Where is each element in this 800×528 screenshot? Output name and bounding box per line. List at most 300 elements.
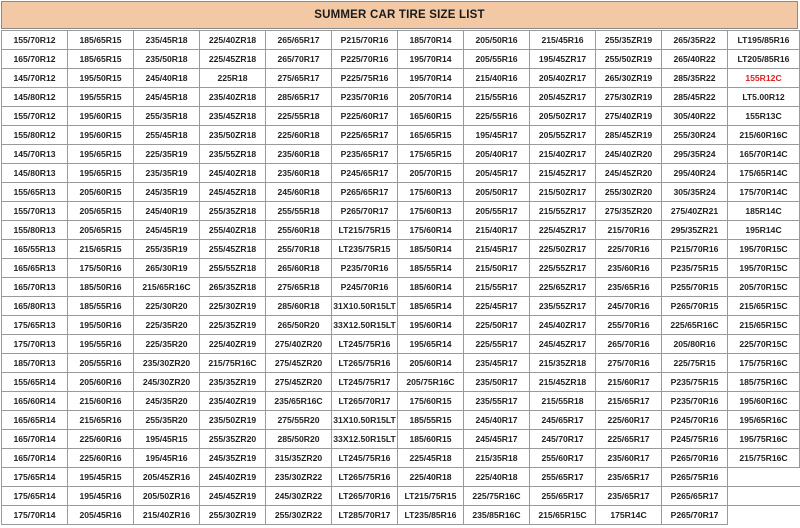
size-cell: 195/55R15	[68, 88, 134, 107]
size-cell	[728, 487, 800, 506]
size-cell: 225/70R16	[596, 240, 662, 259]
table-row	[2, 430, 800, 449]
size-cell: 255/55ZR18	[200, 259, 266, 278]
size-cell: 205/55ZR17	[530, 126, 596, 145]
size-cell: 195/60R14	[398, 316, 464, 335]
size-cell: 245/45R17	[464, 430, 530, 449]
size-cell	[728, 506, 800, 525]
size-cell: 145/70R13	[2, 145, 68, 164]
size-cell: 255/35R20	[134, 411, 200, 430]
size-cell: 275/40ZR19	[596, 107, 662, 126]
size-cell: 215/65R15C	[530, 506, 596, 525]
size-cell: 225/60R17	[596, 411, 662, 430]
size-cell: 265/40R22	[662, 50, 728, 69]
size-cell: P235/70R16	[662, 392, 728, 411]
size-cell: 225/70R15C	[728, 335, 800, 354]
size-cell: 225/60R16	[68, 430, 134, 449]
size-cell: 225/35R20	[134, 316, 200, 335]
size-cell: 165/65R14	[2, 411, 68, 430]
size-cell: 225/55R16	[464, 107, 530, 126]
size-cell: 255/35ZR20	[200, 430, 266, 449]
size-cell: 185/65R15	[68, 50, 134, 69]
size-cell: 185/60R15	[398, 430, 464, 449]
size-cell: 245/30ZR22	[266, 487, 332, 506]
size-cell: 245/65R17	[530, 411, 596, 430]
size-cell: 245/45ZR19	[200, 487, 266, 506]
size-cell: 205/70R15	[398, 164, 464, 183]
size-cell: 215/55R17	[464, 278, 530, 297]
size-cell: 185/70R13	[2, 354, 68, 373]
size-cell: 245/40R17	[464, 411, 530, 430]
size-cell: 215/40R17	[464, 221, 530, 240]
size-cell: 33X12.50R15LT	[332, 430, 398, 449]
size-cell: P215/70R16	[332, 31, 398, 50]
size-cell: 195/50R15	[68, 69, 134, 88]
size-cell: LT265/70R17	[332, 392, 398, 411]
size-cell: 195/55R16	[68, 335, 134, 354]
table-row	[2, 487, 800, 506]
size-cell: 175/70R13	[2, 335, 68, 354]
size-cell: 165/70R13	[2, 278, 68, 297]
size-cell: 245/40ZR19	[200, 468, 266, 487]
size-cell: 175/60R13	[398, 183, 464, 202]
size-cell: P265/70R17	[332, 202, 398, 221]
size-cell: 205/50R17	[464, 183, 530, 202]
size-cell: 255/50ZR19	[596, 50, 662, 69]
size-cell: 205/60R16	[68, 373, 134, 392]
size-cell: 225/40R18	[398, 468, 464, 487]
size-cell: 255/35ZR19	[596, 31, 662, 50]
size-cell: 295/35R24	[662, 145, 728, 164]
size-cell: 175/60R13	[398, 202, 464, 221]
size-cell: 205/50R16	[464, 31, 530, 50]
size-cell: LT235/85R16	[398, 506, 464, 525]
table-row	[2, 335, 800, 354]
size-cell: 275/70R16	[596, 354, 662, 373]
table-row	[2, 316, 800, 335]
size-cell: P265/70R16	[662, 449, 728, 468]
table-row	[2, 278, 800, 297]
size-cell: 175/65R13	[2, 316, 68, 335]
sheet-title: SUMMER CAR TIRE SIZE LIST	[1, 1, 798, 29]
size-cell: LT265/70R16	[332, 487, 398, 506]
size-cell: P245/75R16	[662, 430, 728, 449]
size-cell: 175/65R14	[2, 487, 68, 506]
size-cell: 245/45R18	[134, 88, 200, 107]
size-cell: P235/75R15	[662, 259, 728, 278]
size-cell: 31X10.50R15LT	[332, 411, 398, 430]
size-cell: 215/60R17	[596, 373, 662, 392]
size-cell: 165/70R14	[2, 449, 68, 468]
size-cell: 195/45ZR17	[530, 50, 596, 69]
size-cell: 195/60R15	[68, 126, 134, 145]
size-cell: 275/30ZR19	[596, 88, 662, 107]
table-row	[2, 107, 800, 126]
size-cell: 295/35ZR21	[662, 221, 728, 240]
size-cell: 235/35R19	[134, 164, 200, 183]
size-cell: LT265/75R16	[332, 354, 398, 373]
size-cell: 31X10.50R15LT	[332, 297, 398, 316]
size-cell: 225/40ZR18	[200, 31, 266, 50]
size-cell: 265/35ZR18	[200, 278, 266, 297]
size-cell: 255/65R17	[530, 487, 596, 506]
size-cell: 195R14C	[728, 221, 800, 240]
size-cell: 195/45R16	[68, 487, 134, 506]
size-cell: P225/70R16	[332, 50, 398, 69]
size-cell: 265/35R22	[662, 31, 728, 50]
size-cell: 205/65R15	[68, 202, 134, 221]
size-cell: 195/60R16C	[728, 392, 800, 411]
size-cell: 185/65R15	[68, 31, 134, 50]
size-cell: 175/65R15	[398, 145, 464, 164]
size-cell: 185/65R14	[398, 297, 464, 316]
size-cell: 205/45R16	[68, 506, 134, 525]
size-cell: 165/65R13	[2, 259, 68, 278]
size-cell: 155/65R14	[2, 373, 68, 392]
size-cell: 265/70R16	[596, 335, 662, 354]
size-cell: LT215/75R15	[332, 221, 398, 240]
size-cell: 195/65R14	[398, 335, 464, 354]
size-cell: 225/55R17	[464, 335, 530, 354]
size-cell: 235/30ZR22	[266, 468, 332, 487]
size-cell: 225/30R20	[134, 297, 200, 316]
size-cell: 225/35R20	[134, 335, 200, 354]
size-cell: 225/45ZR18	[200, 50, 266, 69]
size-cell: 245/40R19	[134, 202, 200, 221]
size-cell: 225/55ZR17	[530, 259, 596, 278]
size-cell: 295/40R24	[662, 164, 728, 183]
size-cell: 185/75R16C	[728, 373, 800, 392]
size-cell: 245/35R20	[134, 392, 200, 411]
size-cell: 255/30ZR19	[200, 506, 266, 525]
size-cell: 205/55R17	[464, 202, 530, 221]
size-cell: 305/40R22	[662, 107, 728, 126]
size-cell: P235/65R17	[332, 145, 398, 164]
table-row	[2, 69, 800, 88]
size-cell: 255/40ZR18	[200, 221, 266, 240]
size-cell: 245/40R18	[134, 69, 200, 88]
size-cell: 215/65R15C	[728, 316, 800, 335]
size-cell: 205/70R15C	[728, 278, 800, 297]
size-cell: 285/45R22	[662, 88, 728, 107]
size-cell: 175/60R14	[398, 221, 464, 240]
size-cell: LT5.00R12	[728, 88, 800, 107]
size-cell: 215/35R18	[464, 449, 530, 468]
size-cell: 145/70R12	[2, 69, 68, 88]
size-cell: 255/35R18	[134, 107, 200, 126]
size-cell: 235/50ZR18	[200, 126, 266, 145]
table-row	[2, 354, 800, 373]
size-cell: 255/30ZR20	[596, 183, 662, 202]
size-cell: 265/50R20	[266, 316, 332, 335]
size-cell: 235/45R18	[134, 31, 200, 50]
size-cell: 165/60R14	[2, 392, 68, 411]
table-row	[2, 297, 800, 316]
size-cell: 185/55R15	[398, 411, 464, 430]
size-cell: 185R14C	[728, 202, 800, 221]
size-cell: 215/40ZR17	[530, 145, 596, 164]
size-cell: 245/35ZR19	[200, 449, 266, 468]
size-cell: 205/55R16	[464, 50, 530, 69]
table-row	[2, 50, 800, 69]
size-cell: 305/35R24	[662, 183, 728, 202]
size-cell: 225/60R16	[68, 449, 134, 468]
size-cell: 315/35ZR20	[266, 449, 332, 468]
size-cell: 275/40ZR20	[266, 335, 332, 354]
size-cell: 275/65R18	[266, 278, 332, 297]
table-row	[2, 31, 800, 50]
size-cell: 195/70R15C	[728, 240, 800, 259]
size-cell: 155/65R13	[2, 183, 68, 202]
size-cell: 225/35ZR19	[200, 316, 266, 335]
size-cell: 205/55R16	[68, 354, 134, 373]
size-cell: LT195/85R16	[728, 31, 800, 50]
size-cell: 255/70R16	[596, 316, 662, 335]
size-cell: 165/70R14	[2, 430, 68, 449]
size-cell: 265/60R18	[266, 259, 332, 278]
size-cell: 255/45ZR18	[200, 240, 266, 259]
size-cell: 225R18	[200, 69, 266, 88]
size-cell: 175/70R14C	[728, 183, 800, 202]
size-cell: 215/75R16C	[728, 449, 800, 468]
table-row	[2, 145, 800, 164]
size-cell: 225/65R17	[596, 430, 662, 449]
size-cell: 185/70R14	[398, 31, 464, 50]
size-cell: 255/30R24	[662, 126, 728, 145]
size-cell: 215/45ZR18	[530, 373, 596, 392]
size-cell: 215/60R16	[68, 392, 134, 411]
size-cell: 235/85R16C	[464, 506, 530, 525]
size-cell: 215/65R15	[68, 240, 134, 259]
size-cell: P245/70R16	[662, 411, 728, 430]
table-row	[2, 202, 800, 221]
size-cell: 215/45ZR17	[530, 164, 596, 183]
size-cell: 265/70R17	[266, 50, 332, 69]
size-cell: 155R13C	[728, 107, 800, 126]
size-cell: 145/80R12	[2, 88, 68, 107]
size-cell: 285/60R18	[266, 297, 332, 316]
size-cell: 195/65R16C	[728, 411, 800, 430]
size-cell: 155/70R13	[2, 202, 68, 221]
size-cell: 235/35ZR19	[200, 373, 266, 392]
size-cell: 245/70R16	[596, 297, 662, 316]
size-cell: 225/40ZR19	[200, 335, 266, 354]
size-cell: 225/65R16C	[662, 316, 728, 335]
size-cell: 205/40R17	[464, 145, 530, 164]
size-cell: 255/60R17	[530, 449, 596, 468]
size-cell: 275/35ZR20	[596, 202, 662, 221]
size-cell: LT285/70R17	[332, 506, 398, 525]
size-cell: 175/70R14	[2, 506, 68, 525]
table-row	[2, 373, 800, 392]
size-cell: 185/55R16	[68, 297, 134, 316]
size-cell: LT215/75R15	[398, 487, 464, 506]
size-cell: P265/75R16	[662, 468, 728, 487]
size-cell: 215/55ZR17	[530, 202, 596, 221]
size-cell: 215/75R16C	[200, 354, 266, 373]
size-cell: 175R14C	[596, 506, 662, 525]
table-row	[2, 183, 800, 202]
size-cell: 175/60R15	[398, 392, 464, 411]
size-cell: 215/70R16	[596, 221, 662, 240]
size-cell: 33X12.50R15LT	[332, 316, 398, 335]
size-cell: 245/60R18	[266, 183, 332, 202]
size-cell: 205/65R15	[68, 221, 134, 240]
size-cell: 155/70R12	[2, 107, 68, 126]
size-cell: 235/65R17	[596, 468, 662, 487]
size-cell: 215/65R16	[68, 411, 134, 430]
size-cell: P235/70R16	[332, 259, 398, 278]
size-cell: 215/65R17	[596, 392, 662, 411]
size-cell: 165/70R12	[2, 50, 68, 69]
size-cell: P225/75R16	[332, 69, 398, 88]
size-cell: 275/45ZR20	[266, 354, 332, 373]
size-cell: 235/40ZR18	[200, 88, 266, 107]
size-cell: 235/60R16	[596, 259, 662, 278]
size-cell: 195/45R15	[134, 430, 200, 449]
size-cell: 205/75R16C	[398, 373, 464, 392]
size-cell: P265/70R17	[662, 506, 728, 525]
size-cell: 245/30ZR20	[134, 373, 200, 392]
size-cell: 195/60R15	[68, 107, 134, 126]
size-cell: P235/75R15	[662, 373, 728, 392]
size-cell: 175/65R14	[2, 468, 68, 487]
size-cell: 195/75R16C	[728, 430, 800, 449]
size-cell: 255/30ZR22	[266, 506, 332, 525]
size-cell: 285/65R17	[266, 88, 332, 107]
size-cell: 255/60R18	[266, 221, 332, 240]
size-cell: 275/55R20	[266, 411, 332, 430]
size-cell: P245/70R16	[332, 278, 398, 297]
size-cell: 275/45ZR20	[266, 373, 332, 392]
size-cell: 225/35R19	[134, 145, 200, 164]
size-cell: 185/60R14	[398, 278, 464, 297]
size-cell: 155/80R12	[2, 126, 68, 145]
size-cell: LT265/75R16	[332, 468, 398, 487]
size-cell: 245/45ZR20	[596, 164, 662, 183]
size-cell: 155/70R12	[2, 31, 68, 50]
size-cell: 245/35R19	[134, 183, 200, 202]
size-cell: LT235/75R15	[332, 240, 398, 259]
size-cell: 245/40ZR18	[200, 164, 266, 183]
size-cell: 245/40ZR17	[530, 316, 596, 335]
table-row	[2, 240, 800, 259]
size-cell: 215/50R17	[464, 259, 530, 278]
size-cell: 235/45R17	[464, 354, 530, 373]
size-cell: 195/45R16	[134, 449, 200, 468]
size-cell: 235/65R16C	[266, 392, 332, 411]
size-cell: 185/55R14	[398, 259, 464, 278]
size-cell: 225/50R17	[464, 316, 530, 335]
size-cell: 205/45R17	[464, 164, 530, 183]
size-cell: 155R12C	[728, 69, 800, 88]
size-cell: 205/40ZR17	[530, 69, 596, 88]
size-cell: 225/55R18	[266, 107, 332, 126]
size-cell: 245/45ZR17	[530, 335, 596, 354]
size-cell: 205/70R14	[398, 88, 464, 107]
size-cell: 255/35ZR18	[200, 202, 266, 221]
size-cell: 205/45ZR17	[530, 88, 596, 107]
size-cell: 265/65R17	[266, 31, 332, 50]
size-cell: 235/60R17	[596, 449, 662, 468]
table-row	[2, 411, 800, 430]
size-cell: 215/50ZR17	[530, 183, 596, 202]
size-cell: 195/70R14	[398, 69, 464, 88]
tire-size-table	[1, 30, 800, 525]
size-cell: LT205/85R16	[728, 50, 800, 69]
size-cell: 215/55R18	[530, 392, 596, 411]
size-cell: 255/55R18	[266, 202, 332, 221]
table-row	[2, 221, 800, 240]
size-cell: 195/50R16	[68, 316, 134, 335]
table-row	[2, 88, 800, 107]
size-cell: 215/45R17	[464, 240, 530, 259]
size-cell: 185/50R16	[68, 278, 134, 297]
size-cell: 235/55ZR18	[200, 145, 266, 164]
table-row	[2, 449, 800, 468]
size-cell: 235/60R18	[266, 164, 332, 183]
size-cell: P235/70R16	[332, 88, 398, 107]
size-cell: 225/75R16C	[464, 487, 530, 506]
size-cell: 285/35R22	[662, 69, 728, 88]
size-cell: P265/65R17	[662, 487, 728, 506]
size-cell: 275/65R17	[266, 69, 332, 88]
size-cell: 195/45R17	[464, 126, 530, 145]
table-row	[2, 392, 800, 411]
size-cell: 195/45R15	[68, 468, 134, 487]
table-body	[2, 31, 800, 525]
size-cell: 225/40R18	[464, 468, 530, 487]
size-cell: 195/65R15	[68, 145, 134, 164]
size-cell: 285/50R20	[266, 430, 332, 449]
size-cell: 215/45R16	[530, 31, 596, 50]
size-cell: 205/80R16	[662, 335, 728, 354]
size-cell: 165/60R15	[398, 107, 464, 126]
size-cell: 235/65R17	[596, 487, 662, 506]
size-cell: 255/45R18	[134, 126, 200, 145]
size-cell: 225/45R17	[464, 297, 530, 316]
size-cell: 235/55ZR17	[530, 297, 596, 316]
size-cell: 235/50R18	[134, 50, 200, 69]
size-cell: 235/45ZR18	[200, 107, 266, 126]
size-cell: 195/65R15	[68, 164, 134, 183]
size-cell: 205/50ZR16	[134, 487, 200, 506]
size-cell: P265/65R17	[332, 183, 398, 202]
size-cell: 175/65R14C	[728, 164, 800, 183]
size-cell: LT245/75R16	[332, 335, 398, 354]
size-cell: 235/55R17	[464, 392, 530, 411]
size-cell: 145/80R13	[2, 164, 68, 183]
size-cell: 215/55R16	[464, 88, 530, 107]
size-cell: 255/35R19	[134, 240, 200, 259]
size-cell: 215/35ZR18	[530, 354, 596, 373]
size-cell: 215/65R15C	[728, 297, 800, 316]
size-cell: 225/45R18	[398, 449, 464, 468]
size-cell: 265/30ZR19	[596, 69, 662, 88]
size-cell: 205/45ZR16	[134, 468, 200, 487]
size-cell: 165/80R13	[2, 297, 68, 316]
size-cell: 275/40ZR21	[662, 202, 728, 221]
table-row	[2, 164, 800, 183]
size-cell: 185/50R14	[398, 240, 464, 259]
size-cell: 285/45ZR19	[596, 126, 662, 145]
size-cell: 205/60R15	[68, 183, 134, 202]
table-row	[2, 506, 800, 525]
size-cell: 235/50ZR19	[200, 411, 266, 430]
size-cell: 245/70R17	[530, 430, 596, 449]
size-cell: 225/30ZR19	[200, 297, 266, 316]
size-cell: 205/50ZR17	[530, 107, 596, 126]
